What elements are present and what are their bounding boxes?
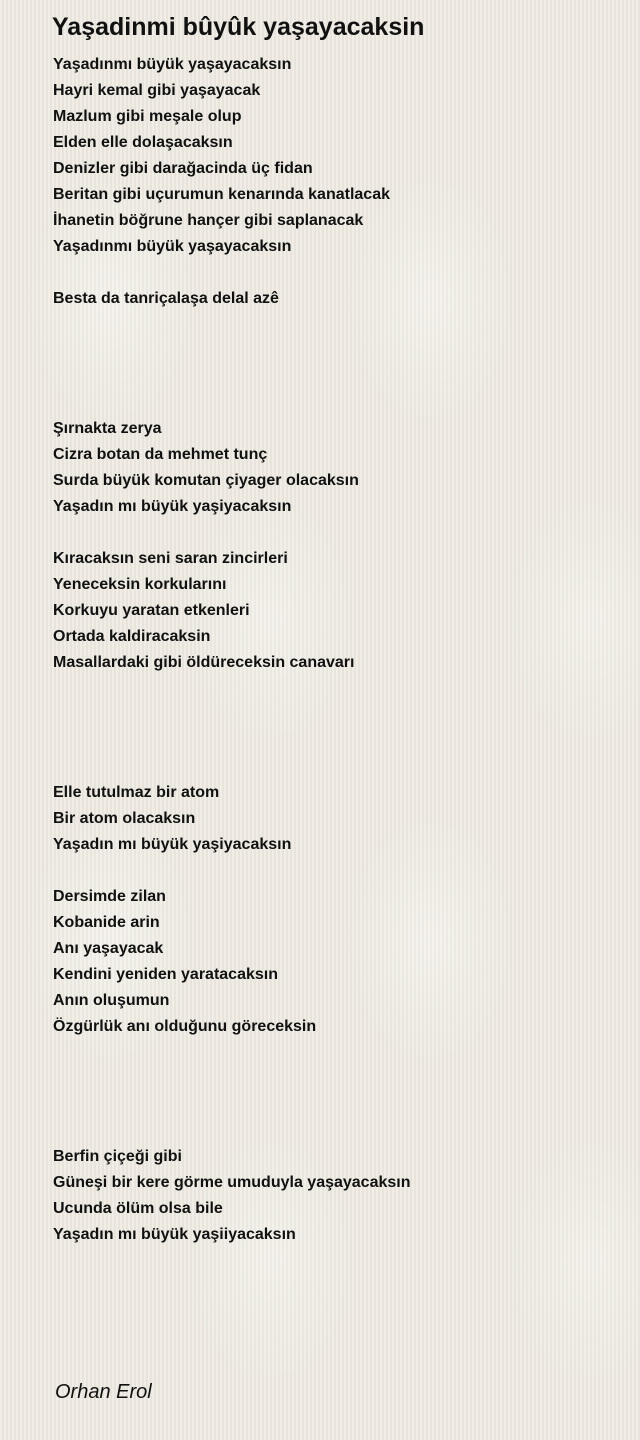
poem-line (53, 754, 613, 780)
poem-line (53, 858, 613, 884)
poem-line: Elden elle dolaşacaksın (53, 134, 233, 151)
poem-line: Anı yaşayacak (53, 940, 164, 957)
poem-line (53, 702, 613, 728)
poem-author: Orhan Erol (55, 1381, 152, 1403)
poem-line: Anın oluşumun (53, 992, 170, 1009)
poem-line (53, 1092, 613, 1118)
poem-line: Mazlum gibi meşale olup (53, 108, 242, 125)
poem-line (53, 1118, 613, 1144)
poem-line: Yaşadın mı büyük yaşiyacaksın (53, 498, 292, 515)
poem-line: Elle tutulmaz bir atom (53, 784, 220, 801)
poem-line: Dersimde zilan (53, 888, 166, 905)
poem-line: İhanetin böğrune hançer gibi saplanacak (53, 212, 364, 229)
poem-line: Korkuyu yaratan etkenleri (53, 602, 250, 619)
poem-line: Cizra botan da mehmet tunç (53, 446, 268, 463)
poem-line: Yaşadınmı büyük yaşayacaksın (53, 238, 292, 255)
poem-line: Özgürlük anı olduğunu göreceksin (53, 1018, 317, 1035)
poem-line: Besta da tanriçalaşa delal azê (53, 290, 279, 307)
poem-line (53, 312, 613, 338)
poem-line: Yaşadın mı büyük yaşiyacaksın (53, 836, 292, 853)
poem-line: Kıracaksın seni saran zincirleri (53, 550, 288, 567)
poem-line: Yeneceksin korkularını (53, 576, 227, 593)
poem-line (53, 1040, 613, 1066)
poem-line (53, 390, 613, 416)
poem-line: Yaşadınmı büyük yaşayacaksın (53, 56, 292, 73)
poem-body (53, 52, 613, 1248)
poem-line (53, 1066, 613, 1092)
poem-line: Ortada kaldiracaksin (53, 628, 211, 645)
poem-line (53, 260, 613, 286)
poem-line: Kendini yeniden yaratacaksın (53, 966, 278, 983)
poem-line: Güneşi bir kere görme umuduyla yaşayacaksın (53, 1174, 411, 1191)
poem-line: Bir atom olacaksın (53, 810, 196, 827)
poem-line (53, 520, 613, 546)
poem-line (53, 676, 613, 702)
poem-title: Yaşadinmi bûyûk yaşayacaksin (52, 13, 425, 41)
poem-line: Masallardaki gibi öldüreceksin canavarı (53, 654, 355, 671)
poem-line: Denizler gibi darağacinda üç fidan (53, 160, 313, 177)
poem-line: Beritan gibi uçurumun kenarında kanatlacak (53, 186, 390, 203)
poem-line: Kobanide arin (53, 914, 160, 931)
poem-line: Şırnakta zerya (53, 420, 162, 437)
poem-line (53, 364, 613, 390)
poem-line: Surda büyük komutan çiyager olacaksın (53, 472, 359, 489)
poem-line (53, 338, 613, 364)
poem-line: Berfin çiçeği gibi (53, 1148, 182, 1165)
poem-line: Ucunda ölüm olsa bile (53, 1200, 223, 1217)
poem-line: Hayri kemal gibi yaşayacak (53, 82, 261, 99)
poem-line: Yaşadın mı büyük yaşiiyacaksın (53, 1226, 296, 1243)
poem-line (53, 728, 613, 754)
